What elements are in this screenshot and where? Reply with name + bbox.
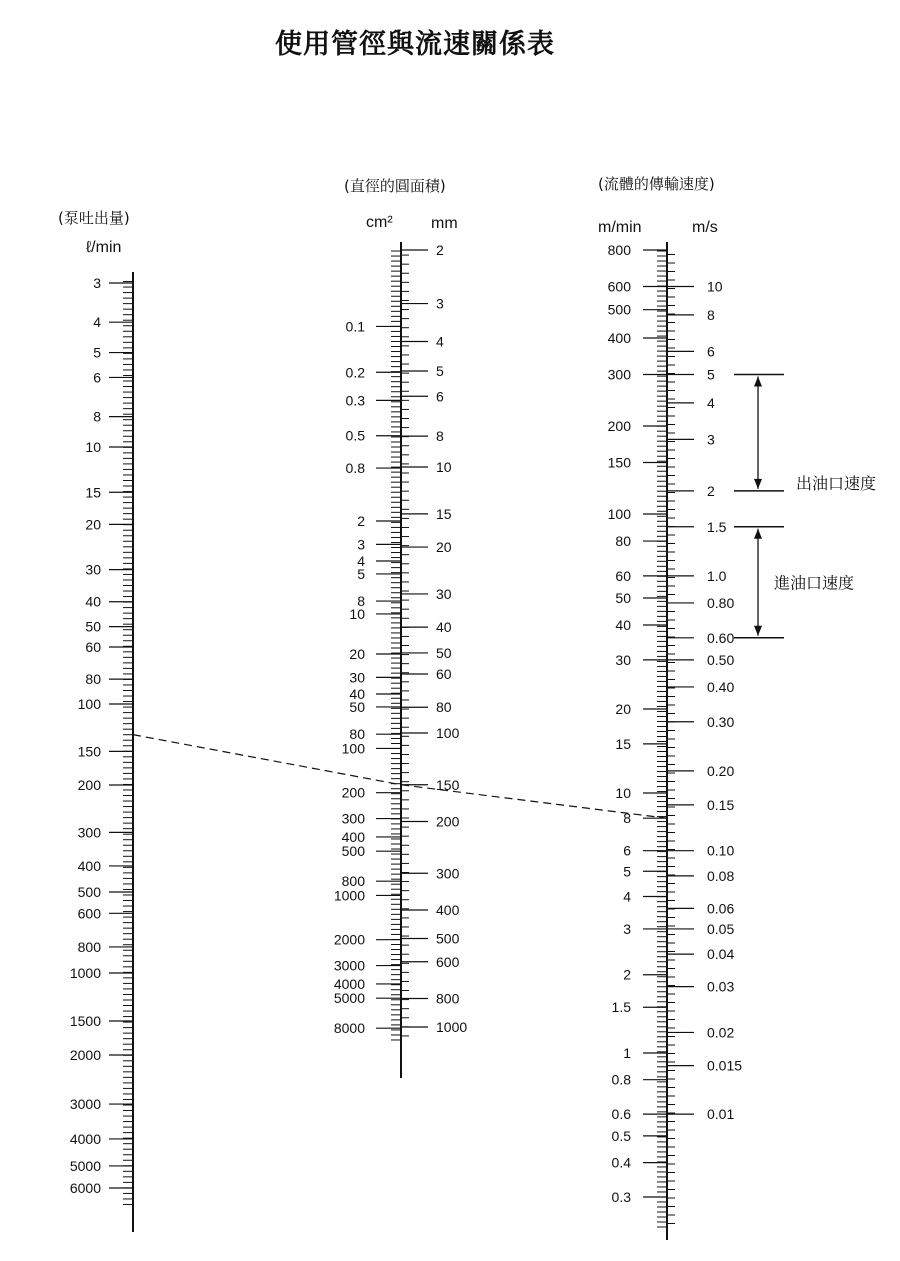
pipe-mm-label: 200 [436, 813, 460, 830]
arrow-down-icon [754, 626, 762, 636]
page-title: 使用管徑與流速關係表 [275, 29, 555, 60]
pipe-mm-label: 30 [436, 585, 452, 602]
pipe-cm2-label: 8 [357, 593, 365, 610]
velocity-ms-label: 0.06 [707, 900, 735, 917]
pipe-cm2-label: 50 [349, 698, 365, 715]
pump-tick-label: 5 [93, 344, 101, 361]
velocity-mmin-label: 3 [623, 920, 631, 937]
velocity-ms-label: 8 [707, 306, 715, 323]
velocity-mmin-label: 300 [607, 366, 631, 383]
pump-tick-label: 4000 [69, 1130, 101, 1147]
velocity-mmin-label: 200 [607, 418, 631, 434]
pipe-cm2-label: 20 [349, 645, 365, 662]
pipe-cm2-label: 3 [357, 536, 365, 553]
velocity-ms-label: 0.08 [707, 867, 735, 884]
pump-unit: ℓ/min [86, 239, 122, 256]
pipe-cm2-label: 40 [349, 686, 365, 703]
velocity-ms-label: 0.15 [707, 796, 735, 813]
velocity-mmin-label: 40 [615, 617, 631, 634]
pump-tick-label: 100 [77, 696, 101, 712]
pipe-mm-label: 500 [436, 930, 460, 947]
pump-tick-label: 1500 [69, 1012, 101, 1029]
arrow-down-icon [754, 479, 762, 489]
pump-tick-label: 50 [85, 618, 101, 635]
velocity-ms-label: 0.50 [707, 651, 735, 668]
pipe-mm-label: 40 [436, 619, 452, 636]
velocity-ms-label: 5 [707, 366, 715, 383]
velocity-mmin-label: 10 [615, 785, 631, 801]
velocity-ms-label: 1.5 [707, 518, 727, 535]
range-label: 出油口速度 [796, 473, 877, 493]
pump-tick-label: 2000 [69, 1047, 101, 1063]
velocity-mmin-label: 4 [623, 888, 631, 905]
pipe-mm-label: 150 [436, 776, 460, 793]
pipe-mm-label: 600 [436, 953, 460, 970]
range-label: 進油口速度 [774, 573, 855, 593]
pump-tick-label: 20 [85, 516, 101, 533]
velocity-mmin-label: 0.3 [611, 1189, 631, 1205]
pipe-cm2-label: 4000 [333, 975, 365, 992]
pump-tick-label: 8 [93, 408, 101, 425]
velocity-mmin-label: 400 [607, 330, 631, 346]
pipe-mm-label: 100 [436, 725, 460, 741]
velocity-mmin-label: 8 [623, 810, 631, 827]
velocity-mmin-label: 2 [623, 966, 631, 983]
velocity-mmin-label: 800 [607, 242, 631, 258]
pump-tick-label: 30 [85, 561, 101, 578]
pipe-cm2-label: 200 [341, 784, 365, 801]
velocity-ms-label: 0.05 [707, 920, 735, 937]
pump-tick-label: 60 [85, 638, 101, 655]
pipe-cm2-label: 0.8 [345, 460, 365, 477]
pump-tick-label: 15 [85, 484, 101, 501]
velocity-mmin-label: 15 [615, 735, 631, 752]
pipe-mm-label: 20 [436, 539, 452, 556]
pipe-mm-label: 1000 [436, 1019, 468, 1035]
pipe-cm2-label: 1000 [333, 887, 365, 904]
velocity-header: (流體的傳輸速度) [598, 175, 715, 193]
pipe-cm2-label: 0.2 [345, 364, 365, 381]
pipe-cm2-label: 800 [341, 873, 365, 890]
velocity-mmin-label: 6 [623, 842, 631, 859]
velocity-mmin-label: 0.4 [611, 1154, 631, 1171]
pump-tick-label: 500 [77, 884, 101, 901]
velocity-mmin-label: 30 [615, 651, 631, 668]
velocity-mmin-label: 50 [615, 589, 631, 606]
pipe-mm-label: 800 [436, 990, 460, 1007]
velocity-ms-label: 0.01 [707, 1106, 735, 1123]
pipe-mm-label: 2 [436, 242, 444, 258]
pipe-unit-cm2: cm² [366, 214, 393, 231]
velocity-mmin-label: 0.6 [611, 1106, 631, 1123]
velocity-ms-label: 0.02 [707, 1024, 735, 1041]
pump-tick-label: 3 [93, 275, 101, 291]
velocity-ms-label: 1.0 [707, 567, 727, 584]
pipe-cm2-label: 0.1 [345, 318, 365, 335]
pump-tick-label: 4 [93, 314, 101, 331]
arrow-up-icon [754, 529, 762, 539]
pump-tick-label: 800 [77, 938, 101, 955]
pipe-cm2-label: 8000 [333, 1020, 365, 1037]
velocity-mmin-label: 1.5 [611, 999, 631, 1016]
pipe-cm2-label: 400 [341, 828, 365, 845]
pipe-unit-mm: mm [431, 215, 458, 232]
velocity-ms-label: 0.60 [707, 629, 735, 646]
arrow-up-icon [754, 377, 762, 387]
velocity-mmin-label: 5 [623, 863, 631, 880]
velocity-mmin-label: 60 [615, 567, 631, 584]
pipe-mm-label: 8 [436, 428, 444, 445]
velocity-mmin-label: 150 [607, 454, 631, 471]
pipe-mm-label: 4 [436, 333, 444, 350]
pump-tick-label: 40 [85, 593, 101, 610]
pipe-mm-label: 50 [436, 644, 452, 661]
pump-tick-label: 3000 [69, 1096, 101, 1113]
velocity-mmin-label: 80 [615, 533, 631, 550]
pump-tick-label: 150 [77, 743, 101, 760]
pipe-mm-label: 400 [436, 902, 460, 919]
velocity-ms-label: 0.80 [707, 594, 735, 611]
velocity-ms-label: 2 [707, 482, 715, 499]
pump-tick-label: 1000 [69, 965, 101, 981]
pump-tick-label: 6 [93, 369, 101, 386]
pipe-cm2-label: 30 [349, 669, 365, 686]
pipe-cm2-label: 2000 [333, 931, 365, 948]
pipe-cm2-label: 2 [357, 512, 365, 529]
pipe-cm2-label: 3000 [333, 957, 365, 974]
velocity-ms-label: 3 [707, 431, 715, 448]
pipe-cm2-label: 80 [349, 726, 365, 743]
pump-tick-label: 5000 [69, 1157, 101, 1174]
pipe-mm-label: 15 [436, 505, 452, 522]
velocity-ms-label: 0.30 [707, 713, 735, 730]
pipe-mm-label: 6 [436, 388, 444, 405]
velocity-ms-label: 0.20 [707, 762, 735, 779]
pipe-cm2-label: 5 [357, 565, 365, 582]
pump-tick-label: 80 [85, 671, 101, 688]
velocity-ms-label: 6 [707, 343, 715, 360]
velocity-mmin-label: 0.8 [611, 1071, 631, 1088]
velocity-mmin-label: 600 [607, 278, 631, 295]
velocity-ms-label: 0.015 [707, 1057, 743, 1074]
pump-tick-label: 300 [77, 824, 101, 841]
pipe-cm2-label: 0.5 [345, 427, 365, 444]
pump-tick-label: 10 [85, 439, 101, 455]
pipe-cm2-label: 0.3 [345, 392, 365, 409]
pipe-mm-label: 5 [436, 363, 444, 379]
velocity-ms-label: 0.04 [707, 946, 735, 963]
pump-tick-label: 6000 [69, 1180, 101, 1196]
pipe-cm2-label: 500 [341, 843, 365, 860]
velocity-mmin-label: 20 [615, 701, 631, 718]
velocity-ms-label: 10 [707, 278, 723, 295]
pipe-cm2-label: 10 [349, 605, 365, 622]
velocity-ms-label: 0.03 [707, 978, 735, 995]
pipe-cm2-label: 100 [341, 740, 365, 757]
pump-tick-label: 400 [77, 857, 101, 874]
velocity-ms-label: 0.10 [707, 842, 735, 859]
pipe-mm-label: 3 [436, 295, 444, 312]
pipe-header: (直徑的圓面積) [344, 177, 446, 195]
pump-tick-label: 600 [77, 905, 101, 922]
velocity-mmin-label: 100 [607, 506, 631, 522]
pipe-cm2-label: 300 [341, 810, 365, 827]
velocity-mmin-label: 1 [623, 1045, 631, 1061]
pipe-mm-label: 80 [436, 699, 452, 716]
pump-tick-label: 200 [77, 776, 101, 793]
pipe-cm2-label: 4 [357, 553, 365, 570]
velocity-unit-mmin: m/min [598, 219, 642, 236]
velocity-ms-label: 0.40 [707, 678, 735, 695]
pump-header: (泵吐出量) [58, 209, 130, 227]
pipe-mm-label: 10 [436, 459, 452, 475]
velocity-mmin-label: 0.5 [611, 1127, 631, 1144]
velocity-mmin-label: 500 [607, 301, 631, 318]
velocity-ms-label: 4 [707, 394, 715, 411]
pipe-cm2-label: 5000 [333, 990, 365, 1007]
pipe-mm-label: 300 [436, 865, 460, 882]
velocity-unit-ms: m/s [692, 219, 718, 236]
pipe-mm-label: 60 [436, 665, 452, 682]
